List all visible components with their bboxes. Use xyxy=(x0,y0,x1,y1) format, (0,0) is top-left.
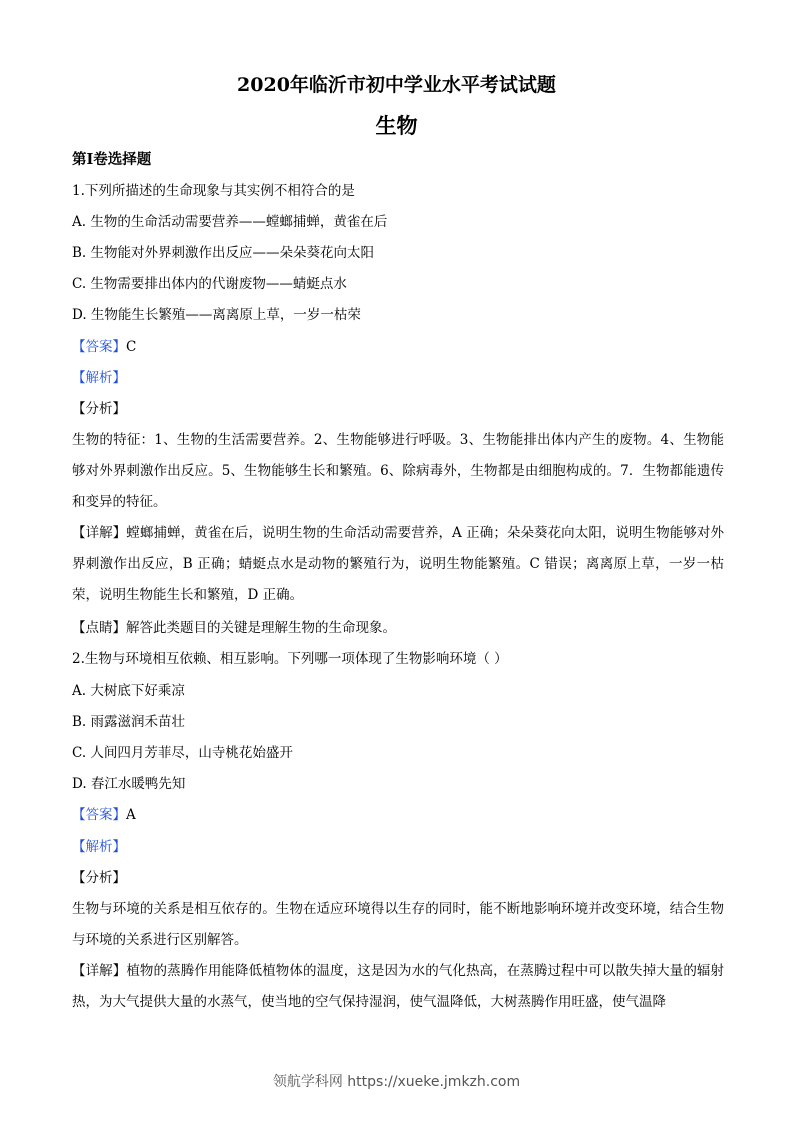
section-heading: 第Ⅰ卷选择题 xyxy=(72,151,152,168)
q2-detail: 【详解】植物的蒸腾作用能降低植物体的温度，这是因为水的气化热高，在蒸腾过程中可以散失掉大量的辐射热，为大气提供大量的水蒸气，使当地的空气保持湿润，使气温降低，大树蒸腾作用旺盛，使气温降 xyxy=(72,963,724,1010)
q1-fenxi-text: 生物的特征：1、生物的生活需要营养。2、生物能够进行呼吸。3、生物能排出体内产生的废物。4、生物能够对外界刺激作出反应。5、生物能够生长和繁殖。6、除病毒外，生物都是由细胞构成的。7．生物都能遗传和变异的特征。 xyxy=(72,432,724,510)
q2-stem: 2.生物与环境相互依赖、相互影响。下列哪一项体现了生物影响环境（ ） xyxy=(72,651,508,667)
q1-answer xyxy=(72,337,136,357)
q1-option-d: D. 生物能生长繁殖——离离原上草，一岁一枯荣 xyxy=(72,307,361,323)
answer-tag: 【答案】 xyxy=(72,807,126,823)
q2-fenxi-text: 生物与环境的关系是相互依存的。生物在适应环境得以生存的同时，能不断地影响环境并改变环境，结合生物与环境的关系进行区别解答。 xyxy=(72,901,724,948)
q2-option-a: A. 大树底下好乘凉 xyxy=(72,683,185,699)
q1-tip: 【点睛】解答此类题目的关键是理解生物的生命现象。 xyxy=(72,620,396,636)
q1-option-a: A. 生物的生命活动需要营养——螳螂捕蝉，黄雀在后 xyxy=(72,214,388,230)
q2-option-b: B. 雨露滋润禾苗壮 xyxy=(72,714,186,730)
answer-value: A xyxy=(126,807,136,823)
subject-title: 生物 xyxy=(375,113,418,138)
q2-option-c: C. 人间四月芳菲尽，山寺桃花始盛开 xyxy=(72,745,293,761)
q2-fenxi-tag: 【分析】 xyxy=(72,870,126,886)
q2-option-d: D. 春江水暖鸭先知 xyxy=(72,776,186,792)
answer-tag: 【答案】 xyxy=(72,339,126,355)
exam-title: 2020年临沂市初中学业水平考试试题 xyxy=(237,74,556,96)
q2-analysis-tag: 【解析】 xyxy=(72,839,126,855)
q2-answer xyxy=(72,805,136,825)
footer-watermark: 领航学科网 https://xueke.jmkzh.com xyxy=(272,1074,521,1090)
q1-option-b: B. 生物能对外界刺激作出反应——朵朵葵花向太阳 xyxy=(72,245,375,261)
q1-stem: 1.下列所描述的生命现象与其实例不相符合的是 xyxy=(72,183,355,199)
q1-detail: 【详解】螳螂捕蝉，黄雀在后，说明生物的生命活动需要营养，A 正确；朵朵葵花向太阳，说明生物能够对外界刺激作出反应，B 正确；蜻蜓点水是动物的繁殖行为，说明生物能繁殖。C 错误；离离原上草，一岁一枯荣，说明生物能生长和繁殖，D 正确。 xyxy=(72,525,724,603)
q1-option-c: C. 生物需要排出体内的代谢废物——蜻蜓点水 xyxy=(72,276,347,292)
q1-fenxi-tag: 【分析】 xyxy=(72,401,126,417)
q1-analysis-tag: 【解析】 xyxy=(72,370,126,386)
answer-value: C xyxy=(126,339,137,355)
